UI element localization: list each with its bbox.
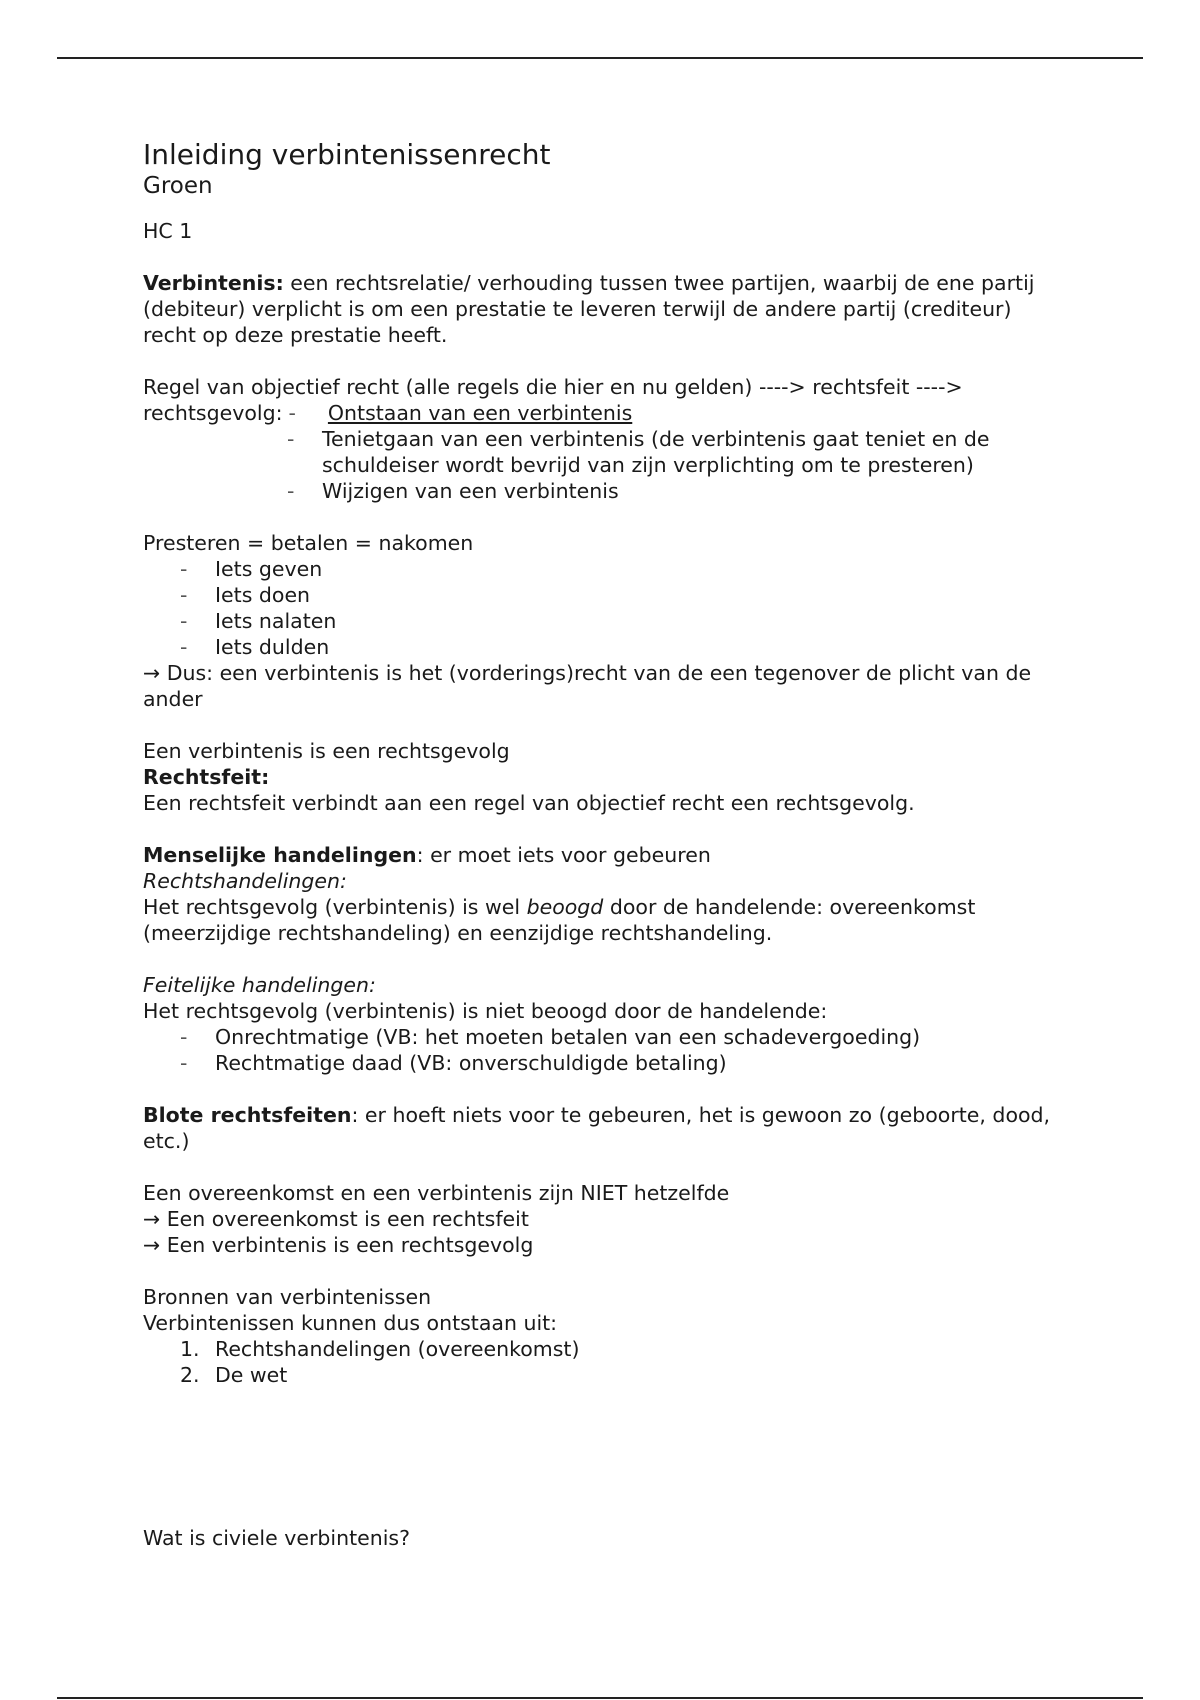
list-number: 1.: [180, 1337, 200, 1361]
bronnen-heading: Bronnen van verbintenissen: [143, 1285, 432, 1309]
blote-rest: : er hoeft niets voor te gebeuren, het is gewoon zo (geboorte, dood, etc.): [143, 1103, 1051, 1153]
presteren-heading: Presteren = betalen = nakomen: [143, 531, 474, 555]
menselijk-line: [143, 842, 1063, 868]
bronnen-list: [143, 1336, 1063, 1388]
menselijk-term: Menselijke handelingen: [143, 843, 417, 867]
regel-line-2: [143, 400, 1063, 426]
presteren-conclusion: → Dus: een verbintenis is het (vorderings)recht van de een tegenover de plicht van de ander: [143, 661, 1032, 711]
list-item-text: De wet: [215, 1363, 288, 1387]
overeenkomst-line-3: → Een verbintenis is een rechtsgevolg: [143, 1233, 534, 1257]
list-item: - Iets nalaten: [143, 608, 1063, 634]
regel-first-item: Ontstaan van een verbintenis: [327, 401, 633, 425]
verbintenis-text: een rechtsrelatie/ verhouding tussen twee partijen, waarbij de ene partij (debiteur) verplicht is om een prestatie te leveren terwijl de andere partij (crediteur) recht op deze prestatie heeft.: [143, 271, 1035, 347]
list-item: - Iets geven: [143, 556, 1063, 582]
list-item: - Rechtmatige daad (VB: onverschuldigde betaling): [143, 1050, 1063, 1076]
bronnen-intro: Verbintenissen kunnen dus ontstaan uit:: [143, 1311, 558, 1335]
list-item: [143, 1336, 1063, 1362]
regel-line-1: Regel van objectief recht (alle regels die hier en nu gelden) ----> rechtsfeit ---->: [143, 375, 963, 399]
feitelijk-heading: Feitelijke handelingen:: [143, 973, 376, 997]
rechtshandelingen-text-italic: beoogd: [526, 895, 604, 919]
rechtsfeit-intro: Een verbintenis is een rechtsgevolg: [143, 739, 510, 763]
rechtshandelingen-heading: Rechtshandelingen:: [143, 869, 347, 893]
presteren-list: [143, 556, 1063, 660]
list-item-text: Rechtshandelingen (overeenkomst): [215, 1337, 580, 1361]
document-body: [143, 138, 1063, 1388]
rechtshandelingen-text-start: Het rechtsgevolg (verbintenis) is wel: [143, 895, 527, 919]
feitelijk-text: Het rechtsgevolg (verbintenis) is niet beoogd door de handelende:: [143, 999, 828, 1023]
rechtsfeit-heading: Rechtsfeit:: [143, 765, 270, 789]
list-item: - Onrechtmatige (VB: het moeten betalen van een schadevergoeding): [143, 1024, 1063, 1050]
top-rule: [57, 57, 1143, 59]
lecture-label: HC 1: [143, 219, 193, 243]
rechtshandelingen-text: [143, 894, 1063, 946]
list-number: 2.: [180, 1363, 200, 1387]
bottom-rule: [57, 1697, 1143, 1699]
regel-list: [143, 426, 1063, 504]
list-item: - Iets doen: [143, 582, 1063, 608]
list-item: - Wijzigen van een verbintenis: [143, 478, 1063, 504]
rechtsfeit-text: Een rechtsfeit verbindt aan een regel van objectief recht een rechtsgevolg.: [143, 791, 915, 815]
list-item: [143, 1362, 1063, 1388]
blote-line: [143, 1102, 1063, 1154]
verbintenis-definition: [143, 270, 1063, 348]
menselijk-rest: : er moet iets voor gebeuren: [416, 843, 711, 867]
regel-dash: -: [288, 401, 296, 425]
overeenkomst-line-1: Een overeenkomst en een verbintenis zijn NIET hetzelfde: [143, 1181, 730, 1205]
list-item: - Iets dulden: [143, 634, 1063, 660]
rechtshandelingen-text-end: door de handelende: overeenkomst (meerzijdige rechtshandeling) en eenzijdige rechtshandeling.: [143, 895, 976, 945]
list-item: - Tenietgaan van een verbintenis (de verbintenis gaat teniet en de schuldeiser wordt bevrijd van zijn verplichting om te presteren): [143, 426, 1063, 478]
overeenkomst-line-2: → Een overeenkomst is een rechtsfeit: [143, 1207, 529, 1231]
closing-question: Wat is civiele verbintenis?: [143, 1526, 410, 1550]
feitelijk-list: [143, 1024, 1063, 1076]
blote-term: Blote rechtsfeiten: [143, 1103, 352, 1127]
regel-prefix: rechtsgevolg:: [143, 401, 283, 425]
document-subtitle: Groen: [143, 173, 213, 199]
document-title: Inleiding verbintenissenrecht: [143, 138, 551, 171]
verbintenis-term: Verbintenis:: [143, 271, 284, 295]
